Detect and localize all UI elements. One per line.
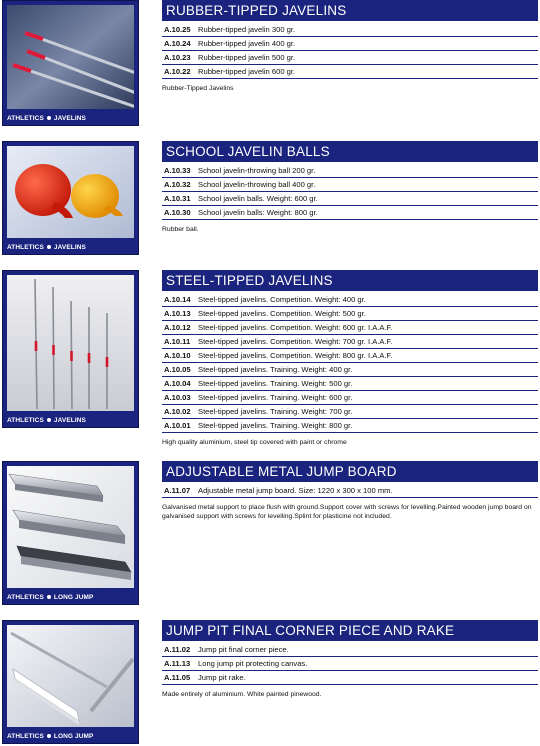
section-jump-pit-corner-piece-rake bbox=[0, 620, 540, 746]
item-row: A.10.31 School javelin balls. Weight: 600 gr. bbox=[162, 192, 538, 206]
item-row: A.11.13 Long jump pit protecting canvas. bbox=[162, 657, 538, 671]
bullet-icon bbox=[47, 734, 51, 738]
item-row: A.10.24 Rubber-tipped javelin 400 gr. bbox=[162, 37, 538, 51]
photo-caption: ATHLETICS LONG JUMP bbox=[7, 594, 94, 601]
product-photo-frame bbox=[2, 141, 139, 255]
section-content bbox=[162, 620, 538, 699]
item-list bbox=[162, 643, 538, 685]
photo-caption: ATHLETICS JAVELINS bbox=[7, 417, 86, 424]
product-photo-javelin-balls bbox=[7, 146, 134, 238]
item-row: A.10.12 Steel-tipped javelins. Competition. Weight: 600 gr. I.A.A.F. bbox=[162, 321, 538, 335]
section-content bbox=[162, 270, 538, 447]
section-note: Galvanised metal support to place flush with ground.Support cover with screws for levelling.Painted wooden jump board on galvanised support with screws for levelling.Splint for plasticine not included. bbox=[162, 504, 532, 520]
item-row: A.10.30 School javelin balls: Weight: 800 gr. bbox=[162, 206, 538, 220]
section-content bbox=[162, 0, 538, 93]
photo-caption: ATHLETICS JAVELINS bbox=[7, 244, 86, 251]
section-adjustable-metal-jump-board bbox=[0, 461, 540, 606]
product-photo-frame bbox=[2, 461, 139, 605]
section-steel-tipped-javelins bbox=[0, 270, 540, 450]
item-row: A.10.02 Steel-tipped javelins. Training. Weight: 700 gr. bbox=[162, 405, 538, 419]
section-school-javelin-balls bbox=[0, 141, 540, 256]
product-photo-frame bbox=[2, 270, 139, 428]
item-row: A.10.11 Steel-tipped javelins. Competition. Weight: 700 gr. I.A.A.F. bbox=[162, 335, 538, 349]
product-photo-frame bbox=[2, 620, 139, 744]
section-rubber-tipped-javelins bbox=[0, 0, 540, 128]
item-row: A.10.25 Rubber-tipped javelin 300 gr. bbox=[162, 23, 538, 37]
item-row: A.10.13 Steel-tipped javelins. Competition. Weight: 500 gr. bbox=[162, 307, 538, 321]
section-note: High quality aluminium, steel tip covered with paint or chrome bbox=[162, 439, 347, 446]
product-photo-jump-board bbox=[7, 466, 134, 588]
item-row: A.11.07 Adjustable metal jump board. Size: 1220 x 300 x 100 mm. bbox=[162, 484, 538, 498]
item-list bbox=[162, 164, 538, 220]
bullet-icon bbox=[47, 116, 51, 120]
bullet-icon bbox=[47, 245, 51, 249]
photo-caption: ATHLETICS LONG JUMP bbox=[7, 733, 94, 740]
item-row: A.10.32 School javelin-throwing ball 400 gr. bbox=[162, 178, 538, 192]
item-row: A.10.03 Steel-tipped javelins. Training. Weight: 600 gr. bbox=[162, 391, 538, 405]
section-title: SCHOOL JAVELIN BALLS bbox=[162, 141, 538, 162]
section-note: Rubber ball. bbox=[162, 226, 199, 233]
item-row: A.10.14 Steel-tipped javelins. Competition. Weight: 400 gr. bbox=[162, 293, 538, 307]
product-photo-jump-pit-rake bbox=[7, 625, 134, 727]
product-photo-steel-javelins bbox=[7, 275, 134, 411]
item-row: A.10.04 Steel-tipped javelins. Training. Weight: 500 gr. bbox=[162, 377, 538, 391]
item-row: A.10.05 Steel-tipped javelins. Training. Weight: 400 gr. bbox=[162, 363, 538, 377]
section-title: RUBBER-TIPPED JAVELINS bbox=[162, 0, 538, 21]
section-note: Rubber-Tipped Javelins bbox=[162, 85, 234, 92]
section-content bbox=[162, 461, 538, 521]
product-photo-rubber-javelins bbox=[7, 5, 134, 109]
bullet-icon bbox=[47, 418, 51, 422]
item-row: A.11.02 Jump pit final corner piece. bbox=[162, 643, 538, 657]
photo-caption: ATHLETICS JAVELINS bbox=[7, 115, 86, 122]
product-photo-frame bbox=[2, 0, 139, 126]
section-title: JUMP PIT FINAL CORNER PIECE AND RAKE bbox=[162, 620, 538, 641]
section-note: Made entirely of aluminium. White painted pinewood. bbox=[162, 691, 322, 698]
item-row: A.10.01 Steel-tipped javelins. Training. Weight: 800 gr. bbox=[162, 419, 538, 433]
item-row: A.10.22 Rubber-tipped javelin 600 gr. bbox=[162, 65, 538, 79]
item-row: A.10.33 School javelin-throwing ball 200 gr. bbox=[162, 164, 538, 178]
item-list bbox=[162, 484, 538, 498]
bullet-icon bbox=[47, 595, 51, 599]
item-row: A.11.05 Jump pit rake. bbox=[162, 671, 538, 685]
section-content bbox=[162, 141, 538, 234]
item-list bbox=[162, 23, 538, 79]
section-title: STEEL-TIPPED JAVELINS bbox=[162, 270, 538, 291]
item-row: A.10.23 Rubber-tipped javelin 500 gr. bbox=[162, 51, 538, 65]
section-title: ADJUSTABLE METAL JUMP BOARD bbox=[162, 461, 538, 482]
item-row: A.10.10 Steel-tipped javelins. Competition. Weight: 800 gr. I.A.A.F. bbox=[162, 349, 538, 363]
item-list bbox=[162, 293, 538, 433]
